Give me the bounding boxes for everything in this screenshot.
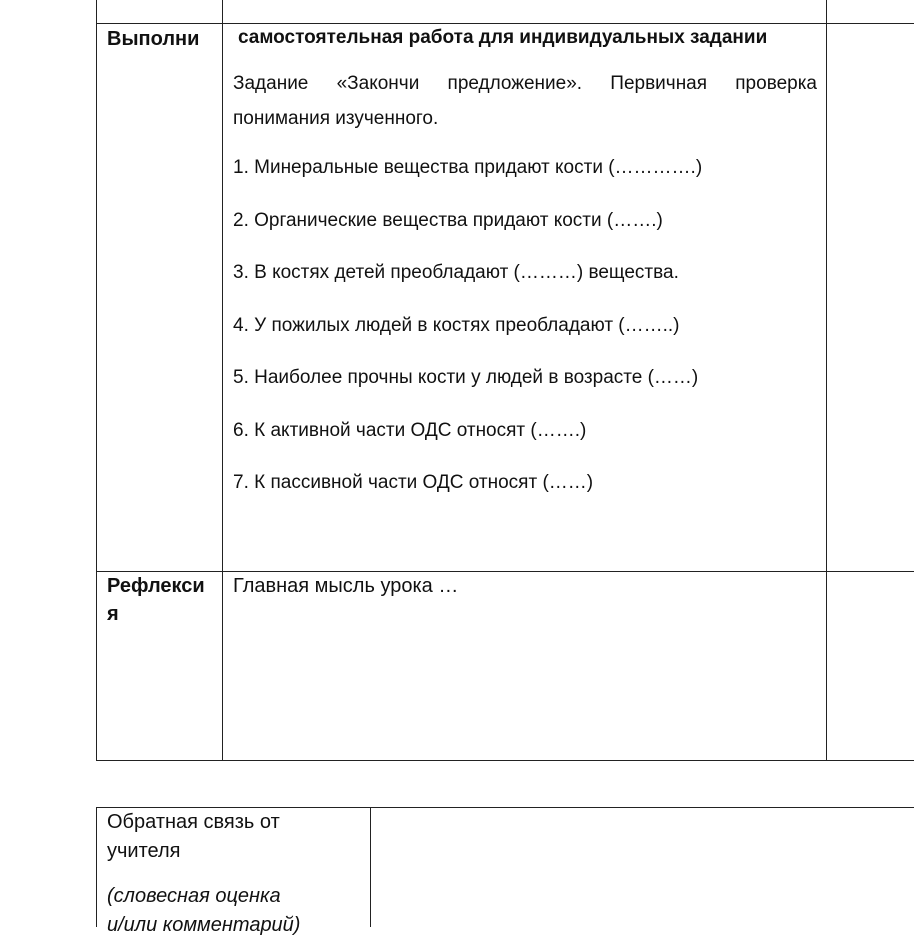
table1-col1-divider	[222, 0, 223, 761]
task-item-6: 6. К активной части ОДС относят (…….)	[233, 420, 587, 441]
row-label-reflection-line2: я	[107, 603, 119, 625]
intro-word: Первичная	[610, 73, 708, 94]
intro-word: Задание	[233, 73, 309, 94]
table1-left-border	[96, 0, 97, 761]
intro-word: проверка	[735, 73, 817, 94]
feedback-label-line1: Обратная связь от	[107, 811, 280, 833]
task-item-1: 1. Минеральные вещества придают кости (………….)	[233, 157, 703, 178]
row-label-perform: Выполни	[107, 28, 200, 50]
reflection-content: Главная мысль урока …	[233, 575, 459, 597]
intro-word: предложение».	[447, 73, 583, 94]
feedback-label-line2: учителя	[107, 840, 181, 862]
task-item-4: 4. У пожилых людей в костях преобладают (……..)	[233, 315, 680, 336]
task-item-3: 3. В костях детей преобладают (………) вещества.	[233, 262, 679, 283]
table2-left-border	[96, 807, 97, 927]
table1-row-divider	[96, 571, 914, 572]
table1-col2-divider	[826, 0, 827, 761]
task-item-2: 2. Органические вещества придают кости (…….)	[233, 210, 663, 231]
task-intro	[233, 66, 817, 136]
task-intro-line2: понимания изученного.	[233, 108, 439, 129]
table1-bottom-border	[96, 760, 914, 761]
feedback-note-line2: и/или комментарий)	[107, 914, 301, 936]
task-title: самостоятельная работа для индивидуальных задании	[238, 27, 768, 48]
feedback-note-line1: (словесная оценка	[107, 885, 281, 907]
task-item-5: 5. Наиболее прочны кости у людей в возрасте (……)	[233, 367, 699, 388]
table2-col-divider	[370, 807, 371, 927]
intro-word: «Закончи	[336, 73, 420, 94]
task-item-7: 7. К пассивной части ОДС относят (……)	[233, 472, 594, 493]
row-label-reflection-line1: Рефлекси	[107, 575, 205, 597]
task-intro-line1	[233, 66, 817, 101]
